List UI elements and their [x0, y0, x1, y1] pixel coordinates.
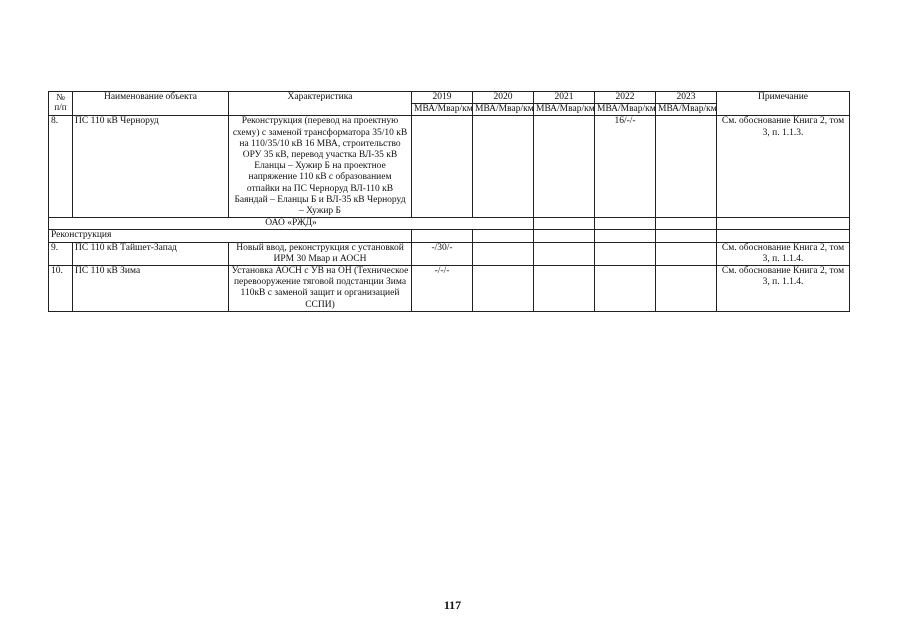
row-num: 9.	[49, 242, 73, 265]
row-name: ПС 110 кВ Черноруд	[73, 116, 229, 218]
header-year-2022: 2022	[595, 92, 656, 104]
section-cell	[534, 218, 595, 230]
header-char: Характеристика	[229, 92, 412, 116]
row-note: См. обоснование Книга 2, том 3, п. 1.1.3.	[717, 116, 850, 218]
subsection-row	[49, 230, 850, 242]
section-cell	[656, 218, 717, 230]
row-2020	[473, 266, 534, 312]
row-2022: 16/-/-	[595, 116, 656, 218]
row-char: Реконструкция (перевод на проектную схему) с заменой трансформатора 35/10 кВ на 110/35/10 кВ 16 МВА, строительство ОРУ 35 кВ, перевод участка ВЛ-35 кВ Еланцы – Хужир Б на проектное напряжение 110 кВ с образованием отпайки на ПС Черноруд ВЛ-110 кВ Баяндай – Еланцы Б и ВЛ-35 кВ Черноруд – Хужир Б	[229, 116, 412, 218]
header-year-2019: 2019	[412, 92, 473, 104]
row-2019: -/30/-	[412, 242, 473, 265]
row-2023	[656, 242, 717, 265]
subsection-cell	[717, 230, 850, 242]
investment-table	[48, 91, 850, 312]
row-char: Новый ввод, реконструкция с установкой ИРМ 30 Мвар и АОСН	[229, 242, 412, 265]
row-2023	[656, 266, 717, 312]
subsection-cell	[656, 230, 717, 242]
row-num: 10.	[49, 266, 73, 312]
section-row	[49, 218, 850, 230]
header-unit-2022: МВА/Мвар/км	[595, 104, 656, 116]
header-year-2020: 2020	[473, 92, 534, 104]
row-name: ПС 110 кВ Зима	[73, 266, 229, 312]
table-row	[49, 266, 850, 312]
row-char: Установка АОСН с УВ на ОН (Техническое перевооружение тяговой подстанции Зима 110кВ с заменой защит и организацией ССПИ)	[229, 266, 412, 312]
table-row	[49, 116, 850, 218]
header-name: Наименование объекта	[73, 92, 229, 116]
table-row	[49, 242, 850, 265]
row-2021	[534, 242, 595, 265]
header-note: Примечание	[717, 92, 850, 116]
header-year-2021: 2021	[534, 92, 595, 104]
header-year-2023: 2023	[656, 92, 717, 104]
subsection-cell	[534, 230, 595, 242]
row-2019: -/-/-	[412, 266, 473, 312]
row-2021	[534, 266, 595, 312]
subsection-title: Реконструкция	[49, 230, 412, 242]
subsection-cell	[473, 230, 534, 242]
header-unit-2021: МВА/Мвар/км	[534, 104, 595, 116]
row-2022	[595, 242, 656, 265]
row-2023	[656, 116, 717, 218]
header-num: № п/п	[49, 92, 73, 116]
subsection-cell	[595, 230, 656, 242]
subsection-cell	[412, 230, 473, 242]
header-unit-2020: МВА/Мвар/км	[473, 104, 534, 116]
row-2022	[595, 266, 656, 312]
header-row-years	[49, 92, 850, 104]
section-cell	[595, 218, 656, 230]
row-2020	[473, 242, 534, 265]
section-title: ОАО «РЖД»	[49, 218, 534, 230]
row-2019	[412, 116, 473, 218]
row-note: См. обоснование Книга 2, том 3, п. 1.1.4.	[717, 242, 850, 265]
header-unit-2019: МВА/Мвар/км	[412, 104, 473, 116]
section-cell	[717, 218, 850, 230]
row-num: 8.	[49, 116, 73, 218]
row-2020	[473, 116, 534, 218]
row-name: ПС 110 кВ Тайшет-Запад	[73, 242, 229, 265]
header-unit-2023: МВА/Мвар/км	[656, 104, 717, 116]
row-note: См. обоснование Книга 2, том 3, п. 1.1.4.	[717, 266, 850, 312]
row-2021	[534, 116, 595, 218]
page-number: 117	[443, 598, 462, 612]
